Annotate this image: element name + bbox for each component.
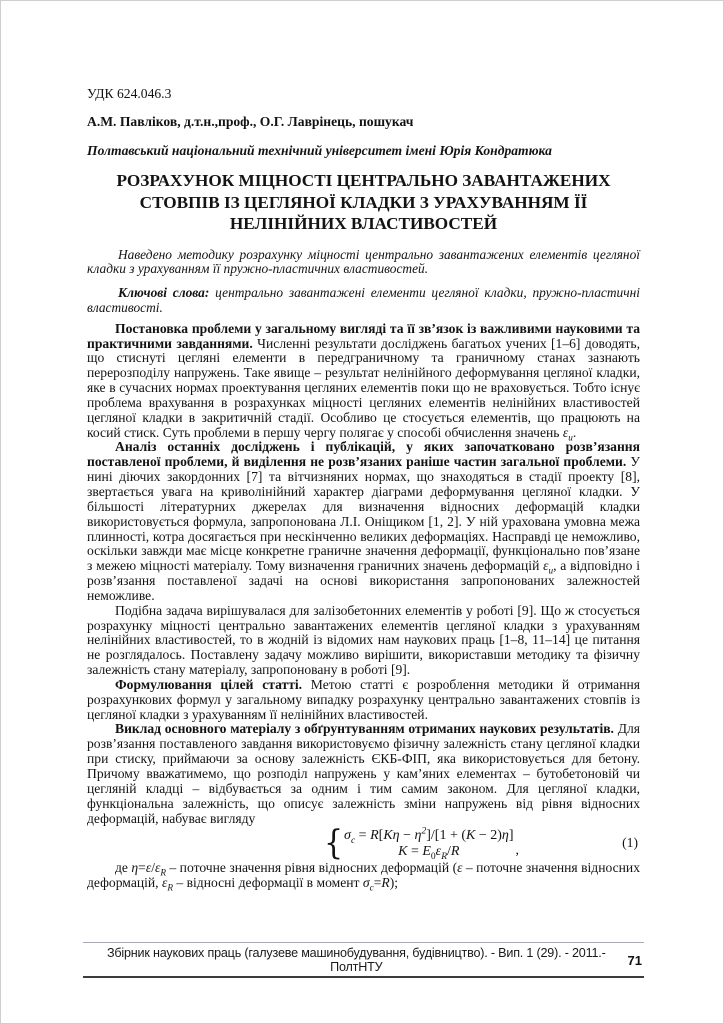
formula-group xyxy=(145,823,698,863)
affiliation-line: Полтавський національний технічний університет імені Юрія Кондратюка xyxy=(87,143,552,158)
udc-number: УДК 624.046.3 xyxy=(87,86,172,101)
formula-line-1: $\sigma_c = R[K\eta - \eta^2]/[1 + (K - 2)\eta]$ xyxy=(344,826,514,847)
abstract-paragraph: Наведено методику розрахунку міцності центрально завантажених елементів цегляної кладки з урахуванням її пружно-пластичних властивостей. xyxy=(87,246,640,277)
authors-line: А.М. Павліков, д.т.н.,проф., О.Г. Лаврінець, пошукач xyxy=(87,114,414,129)
paragraph-main-material: Виклад основного матеріалу з обґрунтуванням отриманих наукових результатів. Для розв’язання поставленого завдання використовуємо фізичну залежність стану цегляної кладки при стиску, приймаючи за основу залежність ЄКБ-ФІП, яка використовується для бетону. Причому вважатимемо, що розподіл напружень у кам’яних елементах – бутобетоновій чи цегляній кладці – відбувається за одним і тим самим законом. Для цегляної кладки, функціональна залежність, що описує залежність зміни напружень від рівня відносних деформацій, набуває вигляду xyxy=(87,721,640,826)
paragraph-problem-statement: Постановка проблеми у загальному вигляді та її зв’язок із важливими науковими та практичними завданнями. Численні результати досліджень багатьох учених [1–6] доводять, що стиснуті цегляні елементи в передграничному та граничному станах зазнають перерозподілу напружень. Таке явище – результат нелінійного деформування цегляної кладки, яке в сучасних нормах проектування цегляних елементів поки що не враховується. Тобто існує проблема врахування в розрахунках міцності цегляних елементів нелінійних властивостей цегляної кладки в закритичній стадії. Особливо це стосується елементів, що працюють на косий стиск. Суть проблеми в першу чергу полягає у способі обчислення значень $\varepsilon_u$. xyxy=(87,320,640,443)
page-footer xyxy=(83,942,644,978)
formula-block xyxy=(87,823,640,863)
formula-line-2: $K = E_0\varepsilon_R/R$ xyxy=(398,844,460,863)
article-content xyxy=(87,86,640,891)
paragraph-analysis: Аналіз останніх досліджень і публікацій, у яких започатковано розв’язання поставленої проблеми, й виділення не розв’язаних раніше частин загальної проблеми. У нині діючих закордонних [7] та вітчизняних нормах, що знаходяться в стадії проекту [8], звертається увага на криволінійний характер діаграми деформування цегляної кладки. У більшості літературних джерелах для визначення відносних деформацій кладки використовується формула, запропонована Л.І. Оніщиком [1, 2]. У ній урахована умовна межа плинності, котра досягається при нескінченно великих деформаціях. Насправді це неможливо, оскільки завжди має місце конкретне граничне значення деформації, функціонально пов’язане з межею міцності матеріалу. Тому визначення граничних значень деформацій $\varepsilon_u$, а відповідно і розв’язання поставленої задачі на основі використання запропонованих залежностей неможливе. xyxy=(87,439,640,603)
paper-title: РОЗРАХУНОК МІЦНОСТІ ЦЕНТРАЛЬНО ЗАВАНТАЖЕНИХ СТОВПІВ ІЗ ЦЕГЛЯНОЇ КЛАДКИ З УРАХУВАННЯМ ЇЇ НЕЛІНІЙНИХ ВЛАСТИВОСТЕЙ xyxy=(116,171,611,233)
formula-number: (1) xyxy=(622,835,638,851)
footer-journal-title: Збірник наукових праць (галузеве машинобудування, будівництво). - Вип. 1 (29). - 2011.-ПолтНТУ xyxy=(106,946,606,974)
formula-comma: , xyxy=(515,842,520,858)
formula-lines xyxy=(344,826,514,863)
paragraph-formula-legend: де $\eta=\varepsilon/\varepsilon_R$ – поточне значення рівня відносних деформацій (ε – поточне значення відносних деформацій, $\varepsilon_R$ – відносні деформації в момент $\sigma_c=R$); xyxy=(87,860,641,893)
page-number: 71 xyxy=(627,952,642,968)
article-body xyxy=(87,322,640,891)
footer-rule-band xyxy=(83,942,644,978)
formula-brace: { xyxy=(323,823,344,863)
keywords-paragraph: Ключові слова: центрально завантажені елементи цегляної кладки, пружно-пластичні властивості. xyxy=(87,285,640,315)
paragraph-similar-task: Подібна задача вирішувалася для залізобетонних елементів у роботі [9]. Що ж стосується розрахунку міцності центрально завантажених елементів цегляної кладки з урахуванням нелінійних властивостей, то в жодній із відомих нам наукових праць [1–8, 11–14] це питання не розглядалось. Поставлену задачу можливо вирішити, використавши методику та фізичну залежність стану матеріалу, запропоновану в роботі [9]. xyxy=(87,602,640,678)
paragraph-article-goals: Формулювання цілей статті. Метою статті є розроблення методики й отримання розрахункових формул у загальному випадку розрахунку центрально завантажених стовпів із цегляної кладки з урахуванням її нелінійних властивостей. xyxy=(87,676,640,722)
